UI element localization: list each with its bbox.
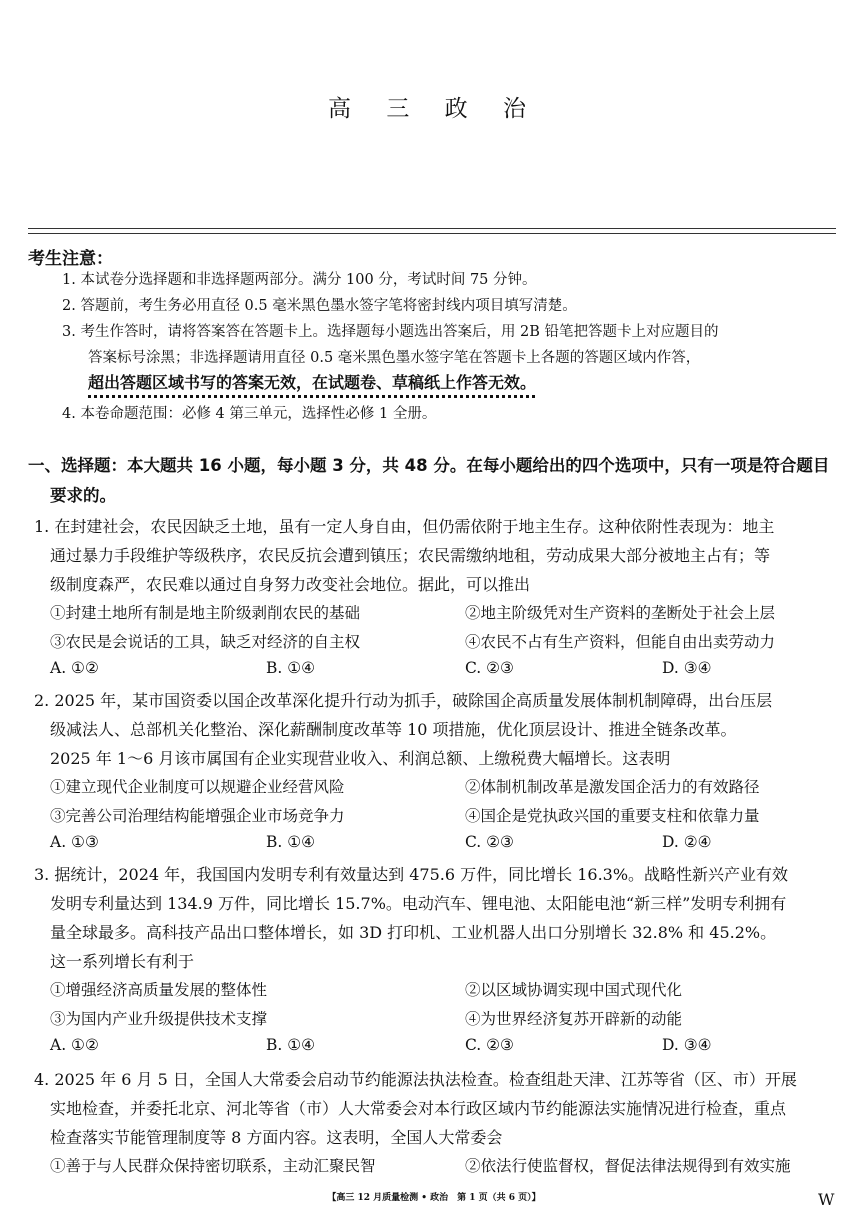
notice-item: 2. 答题前，考生务必用直径 0.5 毫米黑色墨水签字笔将密封线内项目填写清楚。 — [62, 298, 577, 314]
question-2-choice-d: D. ②④ — [662, 833, 712, 851]
question-4-text: 检查落实节能管理制度等 8 方面内容。这表明，全国人大常委会 — [50, 1128, 503, 1147]
question-3-choice-c: C. ②③ — [465, 1036, 514, 1054]
question-2-choice-a: A. ①③ — [50, 833, 99, 851]
question-1-text: 1. 在封建社会，农民因缺乏土地，虽有一定人身自由，但仍需依附于地主生存。这种依附性表现为：地主 — [34, 517, 775, 536]
section-heading-cont: 要求的。 — [50, 486, 116, 505]
question-1-option: ③农民是会说话的工具，缺乏对经济的自主权 — [50, 633, 361, 651]
question-1-text: 级制度森严，农民难以通过自身努力改变社会地位。据此，可以推出 — [50, 575, 531, 594]
question-4-text: 实地检查，并委托北京、河北等省（市）人大常委会对本行政区域内节约能源法实施情况进行检查，重点 — [50, 1099, 787, 1118]
question-3-choice-a: A. ①② — [50, 1036, 99, 1054]
question-1-text: 通过暴力手段维护等级秩序，农民反抗会遭到镇压；农民需缴纳地租，劳动成果大部分被地主占有；等 — [50, 546, 771, 565]
question-1-choice-a: A. ①② — [50, 659, 99, 677]
notice-heading: 考生注意： — [28, 249, 113, 269]
notice-item: 答案标号涂黑；非选择题请用直径 0.5 毫米黑色墨水签字笔在答题卡上各题的答题区域内作答， — [88, 350, 701, 366]
question-1-option: ①封建土地所有制是地主阶级剥削农民的基础 — [50, 604, 361, 622]
question-3-choice-b: B. ①④ — [266, 1036, 316, 1054]
question-4-text: 4. 2025 年 6 月 5 日，全国人大常委会启动节约能源法执法检查。检查组赴天津、江苏等省（区、市）开展 — [34, 1070, 797, 1089]
question-3-option: ②以区域协调实现中国式现代化 — [465, 981, 683, 999]
page-footer: 【高三 12 月质量检测 • 政治 第 1 页（共 6 页）】 — [327, 1193, 541, 1203]
question-2-choice-c: C. ②③ — [465, 833, 514, 851]
question-3-text: 这一系列增长有利于 — [50, 952, 195, 971]
corner-mark: W — [818, 1190, 835, 1209]
question-2-option: ①建立现代企业制度可以规避企业经营风险 — [50, 778, 345, 796]
question-1-choice-d: D. ③④ — [662, 659, 712, 677]
header-rule-top — [28, 228, 836, 229]
question-4-option: ①善于与人民群众保持密切联系，主动汇聚民智 — [50, 1157, 376, 1175]
question-3-text: 量全球最多。高科技产品出口整体增长，如 3D 打印机、工业机器人出口分别增长 32.8% 和 45.2%。 — [50, 923, 777, 942]
question-2-option: ④国企是党执政兴国的重要支柱和依靠力量 — [465, 807, 760, 825]
question-4-option: ②依法行使监督权，督促法律法规得到有效实施 — [465, 1157, 791, 1175]
question-3-option: ④为世界经济复苏开辟新的动能 — [465, 1010, 683, 1028]
notice-item: 1. 本试卷分选择题和非选择题两部分。满分 100 分，考试时间 75 分钟。 — [62, 272, 537, 288]
notice-item: 3. 考生作答时，请将答案答在答题卡上。选择题每小题选出答案后，用 2B 铅笔把答题卡上对应题目的 — [62, 324, 719, 340]
notice-item: 4. 本卷命题范围：必修 4 第三单元，选择性必修 1 全册。 — [62, 406, 437, 422]
question-2-text: 2025 年 1～6 月该市属国有企业实现营业收入、利润总额、上缴税费大幅增长。这表明 — [50, 749, 671, 768]
question-2-option: ③完善公司治理结构能增强企业市场竞争力 — [50, 807, 345, 825]
question-2-option: ②体制机制改革是激发国企活力的有效路径 — [465, 778, 760, 796]
question-3-option: ①增强经济高质量发展的整体性 — [50, 981, 268, 999]
header-rule-bottom — [28, 233, 836, 234]
question-2-text: 2. 2025 年，某市国资委以国企改革深化提升行动为抓手，破除国企高质量发展体制机制障碍，出台压层 — [34, 691, 773, 710]
question-3-text: 3. 据统计，2024 年，我国国内发明专利有效量达到 475.6 万件，同比增长 16.3%。战略性新兴产业有效 — [34, 865, 789, 884]
question-1-choice-c: C. ②③ — [465, 659, 514, 677]
question-1-option: ④农民不占有生产资料，但能自由出卖劳动力 — [465, 633, 776, 651]
question-1-option: ②地主阶级凭对生产资料的垄断处于社会上层 — [465, 604, 776, 622]
question-1-choice-b: B. ①④ — [266, 659, 316, 677]
question-2-choice-b: B. ①④ — [266, 833, 316, 851]
notice-emphasis: 超出答题区域书写的答案无效，在试题卷、草稿纸上作答无效。 — [88, 373, 537, 392]
question-3-text: 发明专利量达到 134.9 万件，同比增长 15.7%。电动汽车、锂电池、太阳能电池“新三样”发明专利拥有 — [50, 894, 787, 913]
section-heading: 一、选择题：本大题共 16 小题，每小题 3 分，共 48 分。在每小题给出的四个选项中，只有一项是符合题目 — [28, 456, 830, 475]
question-3-option: ③为国内产业升级提供技术支撑 — [50, 1010, 268, 1028]
page-title: 高 三 政 治 — [328, 96, 540, 122]
question-2-text: 级减法人、总部机关化整治、深化薪酬制度改革等 10 项措施，优化顶层设计、推进全链条改革。 — [50, 720, 737, 739]
question-3-choice-d: D. ③④ — [662, 1036, 712, 1054]
